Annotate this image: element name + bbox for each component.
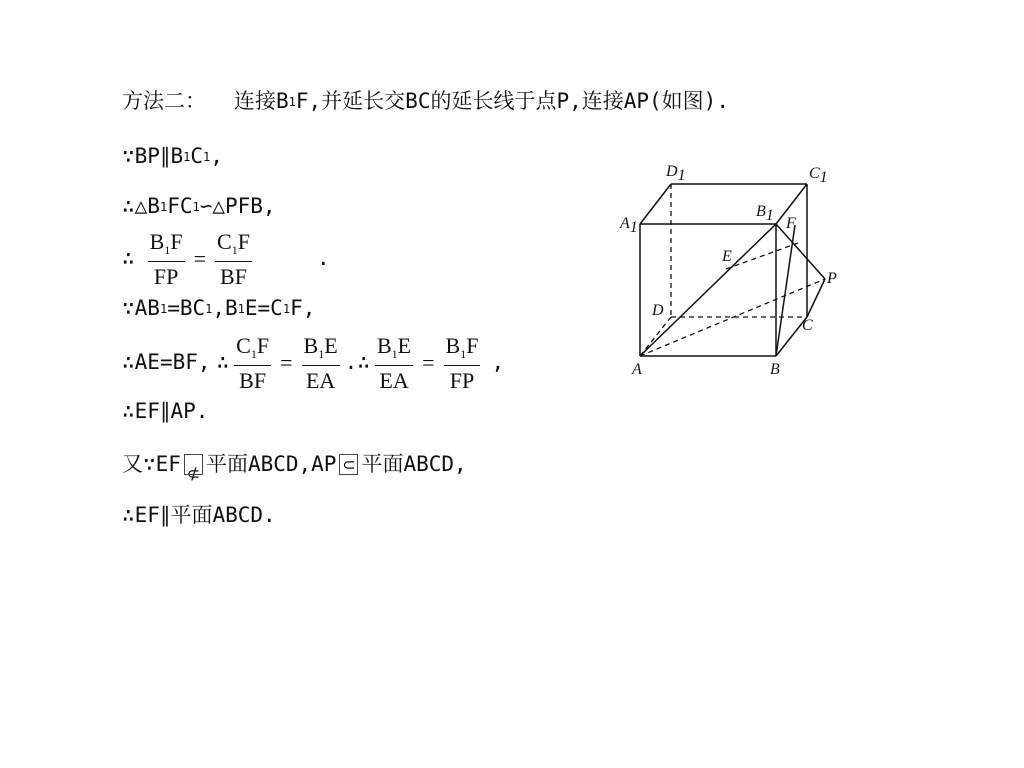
fraction-c1f-over-bf	[234, 334, 271, 392]
therefore-symbol: ∴	[122, 399, 135, 423]
fraction-b1e-over-ea-2	[375, 334, 413, 392]
line8-text-c: 平面ABCD,	[361, 452, 467, 476]
fraction-bar	[215, 261, 252, 262]
proof-line-3	[122, 196, 276, 217]
frac-den: FP	[153, 263, 179, 289]
hidden-line-e-f	[726, 243, 798, 269]
line6-text-a: AE=BF,	[134, 350, 211, 375]
fraction-bar	[148, 261, 185, 262]
subset-symbol	[339, 454, 358, 475]
label-e: E	[722, 248, 732, 265]
frac-den: BF	[220, 263, 247, 289]
line8-text-a: EF	[155, 452, 181, 476]
therefore-symbol: ∴	[122, 503, 135, 527]
proof-line-7	[122, 401, 208, 422]
frac-num-b: F	[237, 229, 250, 254]
proof-line-5	[122, 298, 315, 319]
proof-line-4	[122, 230, 330, 288]
line3-text-a: △B	[134, 194, 160, 218]
frac-num-b: E	[397, 333, 412, 358]
line2-sub2: 1	[202, 149, 211, 164]
label-a1: A1	[620, 215, 638, 236]
label-c1: C1	[809, 165, 828, 186]
label-d1: D1	[666, 163, 686, 184]
line5-sub1: 1	[159, 301, 168, 316]
cube-figure	[610, 150, 850, 385]
line2-text-b: C	[190, 144, 203, 168]
line9-text-a: EF∥平面ABCD.	[134, 503, 276, 527]
line5-text-e: F,	[290, 296, 316, 320]
therefore-symbol: ∴	[122, 350, 135, 375]
frac-den: EA	[305, 367, 336, 393]
proof-line-9	[122, 505, 276, 526]
line8-text-b: 平面ABCD,AP	[205, 452, 337, 476]
label-a: A	[632, 361, 642, 378]
frac-num-b: E	[324, 333, 338, 358]
fraction-bar	[444, 365, 481, 366]
fraction-b1f-over-fp	[444, 334, 481, 392]
fraction-bar	[302, 365, 340, 366]
frac-num-sub: 1	[391, 347, 398, 361]
subset-glyph: ⊂	[342, 455, 356, 474]
frac-den: BF	[239, 367, 267, 393]
proof-line-1	[122, 91, 729, 112]
frac-num-sub: 1	[250, 347, 257, 361]
label-f: F	[786, 215, 796, 232]
label-d: D	[652, 302, 664, 319]
line5-text-d: E=C	[244, 296, 283, 320]
not-subset-glyph: ⊄	[186, 464, 201, 483]
equals-sign: =	[193, 245, 207, 271]
label-p: P	[827, 270, 837, 287]
frac-num-sub: 1	[164, 243, 171, 257]
frac-num-sub: 1	[231, 243, 238, 257]
line6-tail: ,	[491, 350, 505, 375]
frac-num-b: F	[256, 333, 270, 358]
line2-text-c: ,	[210, 144, 223, 168]
hidden-edge-a-d	[640, 317, 671, 356]
because-symbol: ∵	[122, 144, 135, 168]
fraction-bar	[375, 365, 413, 366]
line2-text-a: BP∥B	[134, 144, 184, 168]
fraction-b1e-over-ea	[302, 334, 340, 392]
line1-text-b: F,并延长交BC的延长线于点P,连接AP(如图).	[295, 89, 729, 113]
line3-text-b: FC	[167, 194, 193, 218]
therefore-symbol: ∴	[122, 246, 135, 271]
therefore-symbol-2: ∴	[216, 350, 230, 375]
frac-num-a: B	[445, 333, 461, 358]
edge-a1-d1	[640, 184, 671, 224]
equals-sign: =	[280, 349, 293, 375]
line5-text-b: =BC	[167, 296, 206, 320]
line7-text-a: EF∥AP.	[134, 399, 209, 423]
fraction-b1f-over-fp	[148, 230, 185, 288]
label-c: C	[802, 317, 813, 334]
proof-line-8	[122, 452, 467, 483]
frac-num-a: C	[236, 333, 251, 358]
frac-num-a: B	[376, 333, 392, 358]
frac-num-sub: 1	[318, 347, 325, 361]
frac-num-a: B	[303, 333, 319, 358]
again-label: 又	[122, 452, 143, 476]
therefore-symbol: ∴	[122, 194, 135, 218]
frac-num-a: C	[217, 229, 232, 254]
frac-num-b: F	[170, 229, 183, 254]
line1-text-a: 连接B	[234, 89, 289, 113]
frac-num-sub: 1	[460, 347, 467, 361]
frac-num-a: B	[149, 229, 165, 254]
line5-text-a: AB	[134, 296, 160, 320]
label-b: B	[770, 361, 780, 378]
equals-sign-2: =	[422, 349, 435, 375]
because-symbol: ∵	[122, 296, 135, 320]
frac-num-b: F	[466, 333, 479, 358]
method-label: 方法二：	[122, 89, 206, 113]
line3-sub1: 1	[159, 199, 168, 214]
line2-sub1: 1	[183, 149, 191, 164]
line-b1-p	[776, 224, 825, 279]
line-a-b1	[640, 224, 776, 356]
line4-tail: .	[316, 246, 330, 271]
fraction-c1f-over-bf	[215, 230, 252, 288]
fraction-bar	[234, 365, 271, 366]
line5-sub3: 1	[237, 301, 245, 316]
proof-line-2	[122, 146, 223, 167]
line5-sub4: 1	[282, 301, 291, 316]
proof-line-6	[122, 334, 504, 392]
line5-text-c: ,B	[212, 296, 238, 320]
frac-den: FP	[449, 367, 475, 393]
frac-den: EA	[379, 367, 409, 393]
because-symbol: ∵	[143, 452, 156, 476]
line1-sub: 1	[288, 94, 296, 109]
not-subset-symbol	[184, 454, 203, 483]
line6-mid: .∴	[344, 350, 370, 375]
line3-sub2: 1	[192, 199, 200, 214]
label-b1: B1	[756, 203, 774, 224]
line3-text-c: ∽△PFB,	[199, 194, 276, 218]
line5-sub2: 1	[205, 301, 213, 316]
